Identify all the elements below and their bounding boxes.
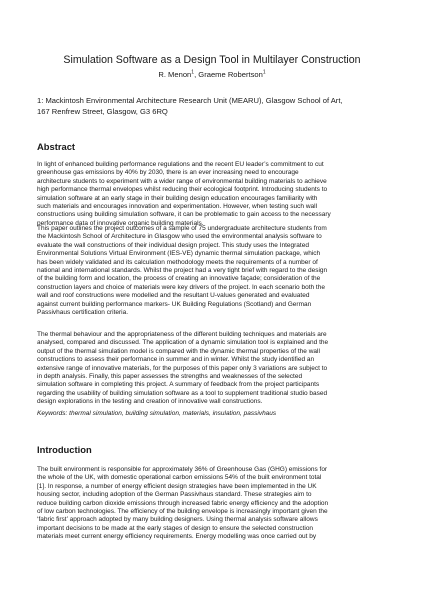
text-line: Environmental Solutions Virtual Environment (IES-VE) dynamic thermal simulation package, which <box>37 250 321 258</box>
text-line: such materials and encourages innovation and experimentation. However, when testing such wall <box>37 203 318 211</box>
text-line: the Mackintosh School of Architecture in Glasgow who used the environmental analysis software to <box>37 233 322 241</box>
text-line: high performance thermal envelopes whilst reducing their ecological footprint. Introducing students to <box>37 186 328 194</box>
text-line: In light of enhanced building performance regulations and the recent EU leader’s commitment to cut <box>37 161 324 168</box>
text-line: The thermal behaviour and the appropriateness of the different building techniques and materials are <box>37 331 327 338</box>
text-line: construction layers and choice of materials were key drivers of the project. In each scenario both the <box>37 283 325 291</box>
text-line: performance data of innovative organic building materials. <box>37 219 204 227</box>
text-line: architecture students to experiment with a wider range of environmental building materials to achieve <box>37 177 327 185</box>
author-affiliation-mark-2: 1 <box>262 69 266 76</box>
text-line: [1]. In response, a number of energy efficient design strategies have been implemented in the UK <box>37 482 317 490</box>
text-line: of low carbon technologies. The efficiency of the building envelope is increasingly important given the <box>37 508 328 516</box>
text-line: reduce building carbon dioxide emissions through increased fabric energy efficiency and the adoption <box>37 499 329 507</box>
abstract-paragraph-1 <box>37 161 389 228</box>
text-line: national and international standards. Whilst the project had a very tight brief with regard to the design <box>37 267 328 275</box>
text-line: This paper outlines the project outcomes of a sample of 75 undergraduate architecture students from <box>37 225 327 232</box>
text-line: constructions using building simulation software, it can be problematic to gain access to the necessary <box>37 211 331 219</box>
text-line: evaluate the wall constructions of their individual design project. This study uses the Integrated <box>37 241 309 249</box>
text-line: The built environment is responsible for approximately 36% of Greenhouse Gas (GHG) emissions for <box>37 466 328 473</box>
text-line: important decisions to be made at the early stages of design to ensure the selected construction <box>37 524 314 532</box>
text-line: output of the thermal simulation model is compared with the dynamic thermal properties of the wall <box>37 347 320 355</box>
text-line: in depth analysis. Finally, this paper assesses the strengths and weaknesses of the selected <box>37 373 303 381</box>
author-name-2: , Graeme Robertson <box>194 70 263 79</box>
paper-title: Simulation Software as a Design Tool in Multilayer Construction <box>63 54 361 66</box>
text-line: of the building form and location, the process of creating an innovative façade; consideration of the <box>37 275 321 283</box>
text-line: design explorations in the testing and creation of innovative wall constructions. <box>37 398 263 406</box>
abstract-heading: Abstract <box>37 141 76 152</box>
keywords: Keywords: thermal simulation, building simulation, materials, insulation, passivhaus <box>37 410 277 417</box>
text-line: the whole of the UK, with domestic operational carbon emissions 54% of the built environment total <box>37 474 322 482</box>
text-line: housing sector, including adoption of the German Passivhaus standard. These strategies aim to <box>37 491 312 499</box>
text-line: simulation software at an early stage in their building design education encourages familiarity with <box>37 194 318 202</box>
author-name-1: R. Menon <box>158 70 192 79</box>
text-line: regarding the usability of building simulation software as a tool to supplement traditional studio based <box>37 389 328 397</box>
affiliation-line: 167 Renfrew Street, Glasgow, G3 6RQ <box>37 107 168 116</box>
abstract-paragraph-2 <box>37 225 389 317</box>
author-affiliation-mark-1: 1 <box>191 69 195 76</box>
abstract-paragraph-3 <box>37 331 389 407</box>
text-line: against current building performance markers- UK Building Regulations (Scotland) and German <box>37 300 312 308</box>
text-line: has been widely validated and its calculation methodology meets the requirements of a number of <box>37 258 318 266</box>
text-line: simulation software in completing this project. A summary of feedback from the project participants <box>37 381 320 389</box>
text-line: analysed, compared and discussed. The application of a dynamic simulation tool is explained and the <box>37 339 329 347</box>
affiliation <box>37 95 397 117</box>
text-line: constructions to assess their performance in summer and in winter. Whilst the study identified an <box>37 356 315 364</box>
text-line: materials meet current energy efficiency requirements. Energy modelling was once carried out by <box>37 533 317 541</box>
text-line: extensive range of innovative materials, for the purposes of this paper only 3 variations are subject to <box>37 364 328 372</box>
author-line <box>0 69 424 80</box>
text-line: Passivhaus certification criteria. <box>37 309 129 317</box>
affiliation-line: 1: Mackintosh Environmental Architecture Research Unit (MEARU), Glasgow School of Art, <box>37 96 343 105</box>
introduction-heading: Introduction <box>37 444 92 455</box>
text-line: greenhouse gas emissions by 40% by 2030, there is an ever increasing need to encourage <box>37 169 299 177</box>
text-line: wall and roof constructions were modelled and the resultant U-values generated and evaluated <box>37 292 310 300</box>
text-line: ‘fabric first’ approach adopted by many building designers. Using thermal analysis software allows <box>37 516 318 524</box>
introduction-paragraph-1 <box>37 466 389 542</box>
